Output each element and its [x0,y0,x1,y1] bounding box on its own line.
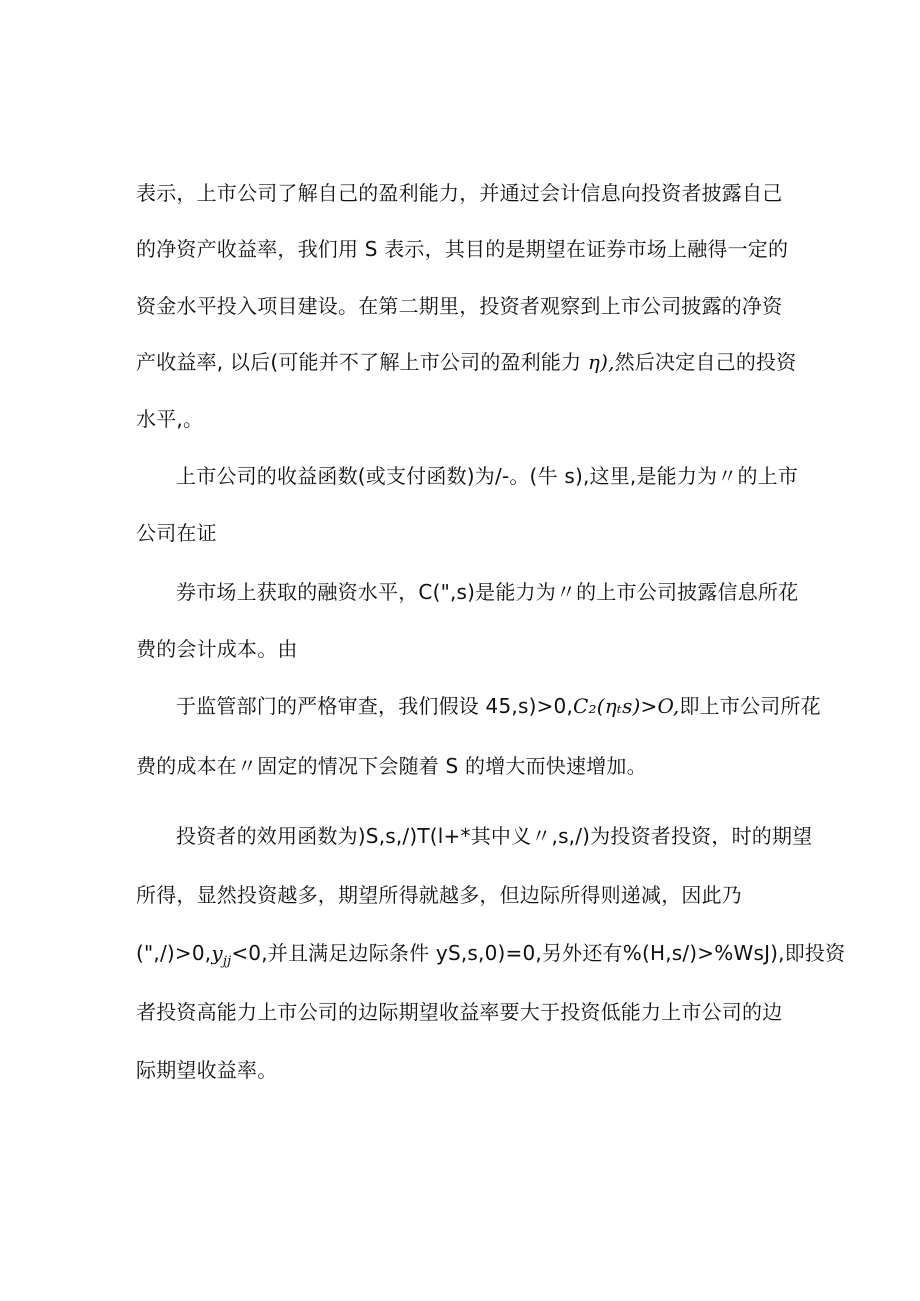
text-line-4-tail: 然后决定自己的投资 [614,350,797,374]
text-line-2: 的净资产收益率，我们用 S 表示，其目的是期望在证券市场上融得一定的 [136,237,789,261]
text-line-8: 券市场上获取的融资水平，C(",s)是能力为〃的上市公司披露信息所花 [176,580,799,604]
text-line-10-head: 于监管部门的严格审查，我们假设 45,s)>0, [176,694,574,718]
text-line-14 [136,939,846,976]
text-line-11: 费的成本在〃固定的情况下会随着 S 的增大而快速增加。 [136,754,647,778]
text-line-13: 所得，显然投资越多，期望所得就越多，但边际所得则递减，因此乃 [136,883,742,907]
text-line-15: 者投资高能力上市公司的边际期望收益率要大于投资低能力上市公司的边 [136,1000,783,1024]
text-line-1: 表示，上市公司了解自己的盈利能力，并通过会计信息向投资者披露自己 [136,181,783,205]
text-line-10 [176,692,821,720]
text-line-10-math: C₂(ηₜs)>O, [573,694,680,718]
text-line-9: 费的会计成本。由 [136,637,298,661]
text-line-12: 投资者的效用函数为)S,s,/)T(l+*其中义〃,s,/)为投资者投资，时的期望 [176,824,813,848]
text-line-14-head: (",/)>0, [136,941,212,965]
text-line-4-head: 产收益率, 以后(可能并不了解上市公司的盈利能力 [136,350,582,374]
text-line-10-tail: 即上市公司所花 [679,694,821,718]
text-line-4-math: η), [587,350,615,374]
text-line-14-math: y [211,941,223,965]
text-line-6: 上市公司的收益函数(或支付函数)为/-。(牛 s),这里,是能力为〃的上市 [176,464,799,488]
text-line-14-tail: <0,并且满足边际条件 yS,s,0)=0,另外还有%(H,s/)>%WsJ),即投资 [231,941,846,965]
text-line-5: 水平,。 [136,407,204,431]
text-line-7: 公司在证 [136,521,217,545]
text-line-4 [136,348,796,376]
text-line-14-sub: jj [222,954,232,969]
text-line-3: 资金水平投入项目建设。在第二期里，投资者观察到上市公司披露的净资 [136,294,783,318]
text-line-16: 际期望收益率。 [136,1058,278,1082]
